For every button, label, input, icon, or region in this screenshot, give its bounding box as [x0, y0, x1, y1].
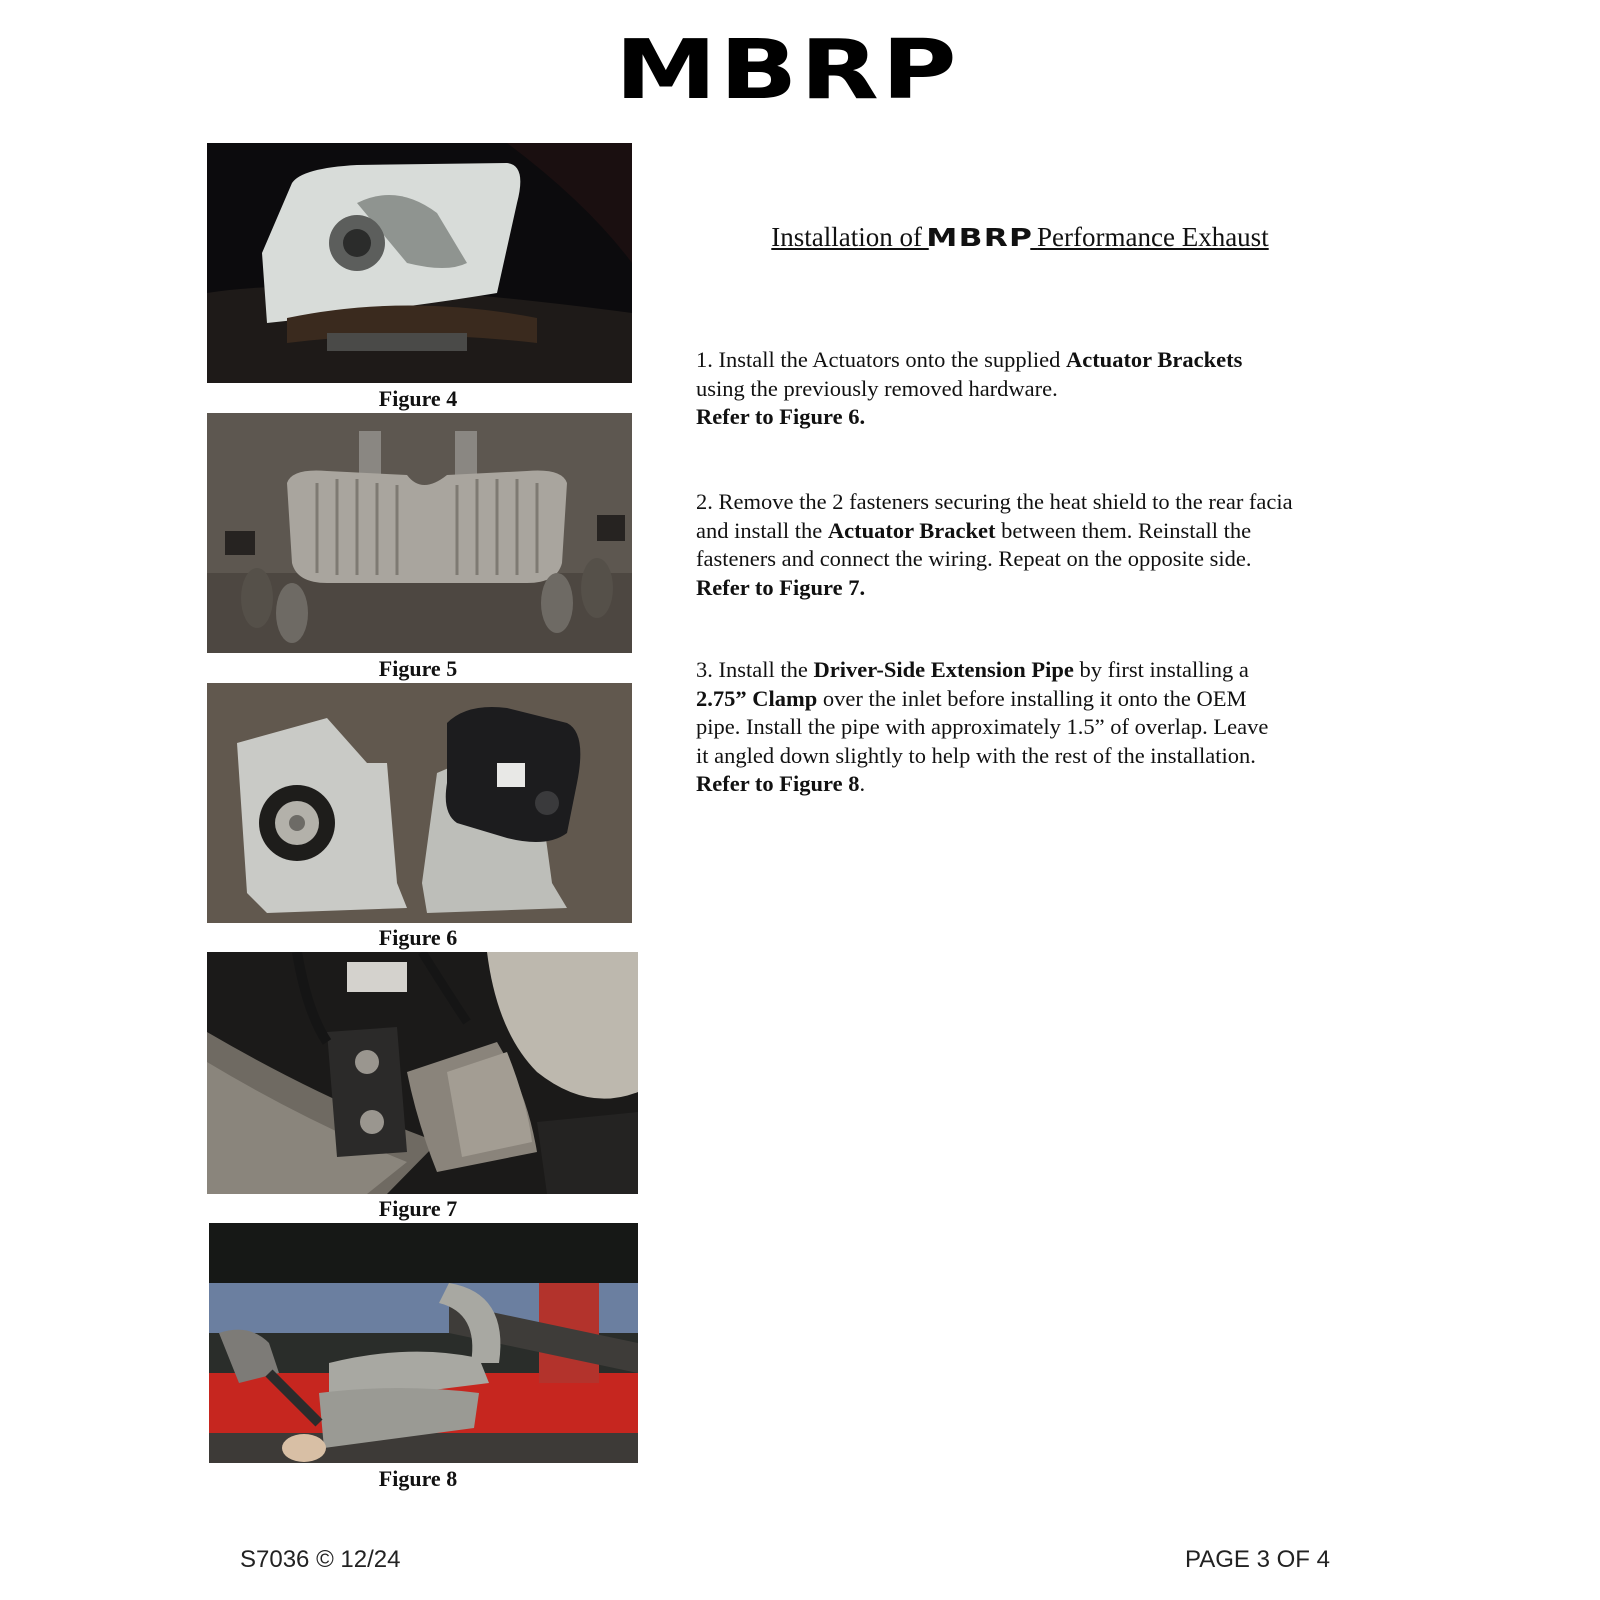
- text: between them. Reinstall the: [995, 517, 1252, 543]
- bold-text: 2.75” Clamp: [696, 685, 818, 711]
- instruction-step-1: [696, 346, 1356, 432]
- bold-text: Driver-Side Extension Pipe: [813, 657, 1074, 682]
- step-line: [696, 403, 1356, 432]
- text: it angled down slightly to help with the rest of the installation.: [696, 742, 1256, 768]
- figure-4-photo: [207, 143, 632, 383]
- step-line: [696, 713, 1356, 742]
- text: 2. Remove the 2 fasteners securing the heat shield to the rear facia: [696, 489, 1293, 514]
- bold-text: Refer to Figure 8: [696, 771, 860, 796]
- text: 3. Install the: [696, 657, 814, 682]
- figure-8-caption: Figure 8: [378, 1466, 458, 1491]
- bold-text: Refer to Figure 7.: [696, 574, 866, 600]
- instruction-step-3: [696, 656, 1356, 799]
- title-brand-logo: MBRP: [926, 223, 1033, 252]
- figure-7-photo: [207, 952, 638, 1194]
- figure-6-photo: [207, 683, 632, 923]
- bold-text: Actuator Brackets: [1065, 347, 1243, 372]
- step-line: [696, 517, 1356, 546]
- document-code: S7036 © 12/24: [240, 1546, 401, 1573]
- mbrp-logo: MBRP: [614, 23, 960, 118]
- step-line: [696, 685, 1356, 714]
- page-number: PAGE 3 OF 4: [1185, 1546, 1330, 1573]
- instruction-step-2: [696, 488, 1356, 602]
- step-line: [696, 488, 1356, 517]
- bold-text: Actuator Bracket: [827, 517, 996, 543]
- text: and install the: [696, 517, 828, 543]
- step-line: [696, 375, 1356, 404]
- text: pipe. Install the pipe with approximately 1.5” of overlap. Leave: [696, 714, 1269, 739]
- text: fasteners and connect the wiring. Repeat on the opposite side.: [696, 546, 1252, 571]
- step-line: [696, 574, 1356, 603]
- step-line: [696, 545, 1356, 574]
- title-prefix: Installation of: [771, 222, 923, 252]
- step-line: [696, 656, 1356, 685]
- figure-8-photo: [209, 1223, 638, 1463]
- figure-7-caption: Figure 7: [378, 1196, 458, 1221]
- step-line: [696, 742, 1356, 771]
- step-line: [696, 346, 1356, 375]
- page-title: [700, 220, 1340, 255]
- bold-text: Refer to Figure 6.: [696, 404, 866, 429]
- text: by first installing a: [1073, 657, 1249, 682]
- text: 1. Install the Actuators onto the supplied: [696, 347, 1066, 372]
- text: over the inlet before installing it onto the OEM: [817, 685, 1247, 711]
- text: using the previously removed hardware.: [696, 375, 1058, 401]
- figure-5-caption: Figure 5: [378, 656, 458, 681]
- step-line: [696, 770, 1356, 799]
- title-suffix: Performance Exhaust: [1037, 222, 1269, 252]
- text: .: [859, 771, 866, 796]
- figure-4-caption: Figure 4: [378, 386, 458, 411]
- figure-6-caption: Figure 6: [378, 925, 458, 950]
- figure-5-photo: [207, 413, 632, 653]
